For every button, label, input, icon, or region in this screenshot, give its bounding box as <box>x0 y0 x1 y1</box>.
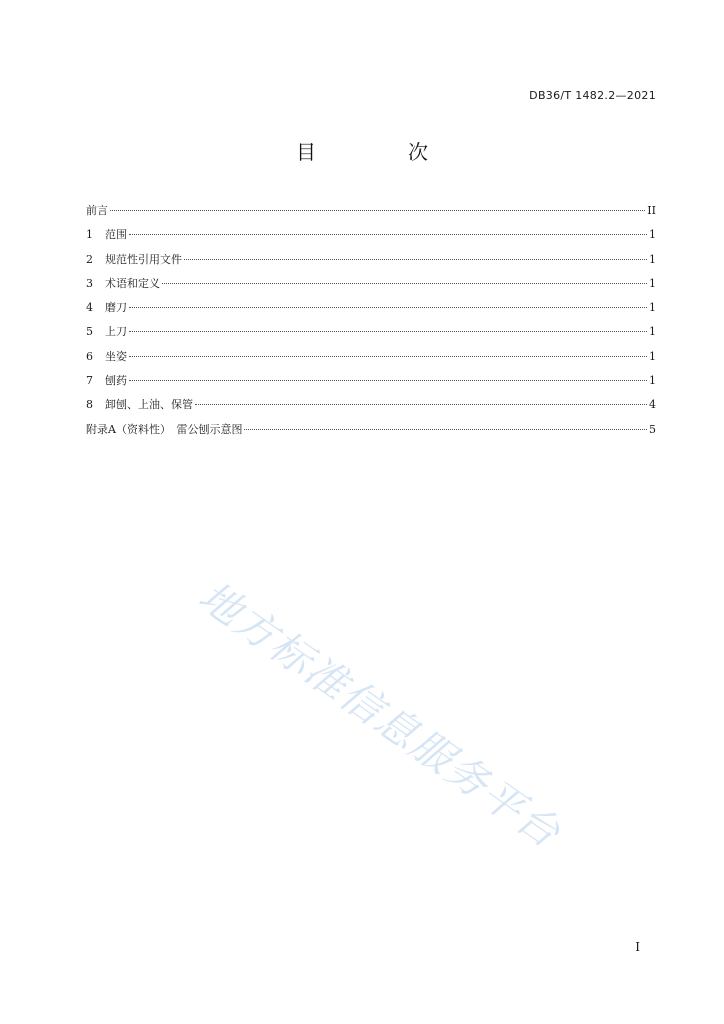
watermark: 地方标准信息服务平台 <box>190 571 570 858</box>
toc-entry-number: 2 <box>86 252 93 266</box>
toc-entry-text: 磨刀 <box>105 301 127 315</box>
toc-entry-text: 上刀 <box>105 325 127 339</box>
document-code: DB36/T 1482.2—2021 <box>529 89 656 102</box>
toc-entry-text: 前言 <box>86 204 108 217</box>
toc-leader-dots <box>129 356 647 357</box>
page-number: I <box>635 940 640 954</box>
toc-entry-number: 7 <box>86 374 93 388</box>
toc-entry-page: 1 <box>649 349 656 363</box>
toc-entry-scope[interactable] <box>86 227 656 251</box>
toc-entry-unloading-oiling-storage[interactable] <box>86 397 656 421</box>
toc-entry-text: 规范性引用文件 <box>105 252 182 266</box>
toc-entry-posture[interactable] <box>86 349 656 373</box>
toc-entry-number: 8 <box>86 398 93 412</box>
table-of-contents <box>86 203 656 446</box>
toc-entry-page: 1 <box>649 301 656 315</box>
toc-entry-number: 5 <box>86 325 93 339</box>
toc-entry-page: 4 <box>649 398 656 412</box>
toc-entry-page: 1 <box>649 228 656 242</box>
toc-leader-dots <box>195 404 647 405</box>
toc-leader-dots <box>184 259 647 260</box>
toc-entry-page: 5 <box>649 422 656 436</box>
toc-entry-page: 1 <box>649 325 656 339</box>
toc-entry-page: II <box>647 204 656 217</box>
toc-entry-text: 附录A（资料性） 雷公刨示意图 <box>86 422 243 436</box>
toc-entry-page: 1 <box>649 252 656 266</box>
toc-entry-text: 刨药 <box>105 374 127 388</box>
toc-entry-text: 坐姿 <box>105 349 127 363</box>
page-title: 目 次 <box>296 140 464 164</box>
toc-leader-dots <box>129 380 647 381</box>
toc-leader-dots <box>162 283 647 284</box>
toc-entry-number: 6 <box>86 349 93 363</box>
toc-entry-mounting-blade[interactable] <box>86 324 656 348</box>
toc-entry-number: 4 <box>86 301 93 315</box>
toc-entry-foreword[interactable] <box>86 203 656 227</box>
toc-entry-planing-herbs[interactable] <box>86 373 656 397</box>
toc-entry-appendix-a[interactable] <box>86 422 656 446</box>
toc-leader-dots <box>129 307 647 308</box>
toc-entry-text: 范围 <box>105 228 127 242</box>
toc-entry-text: 卸刨、上油、保管 <box>105 398 193 412</box>
toc-leader-dots <box>129 331 647 332</box>
toc-entry-normative-references[interactable] <box>86 252 656 276</box>
toc-entry-text: 术语和定义 <box>105 276 160 290</box>
toc-entry-page: 1 <box>649 374 656 388</box>
toc-leader-dots <box>244 429 647 430</box>
toc-entry-sharpening[interactable] <box>86 300 656 324</box>
toc-leader-dots <box>110 210 645 211</box>
toc-entry-number: 3 <box>86 276 93 290</box>
toc-entry-terms-definitions[interactable] <box>86 276 656 300</box>
toc-entry-number: 1 <box>86 228 93 242</box>
toc-leader-dots <box>129 234 647 235</box>
toc-entry-page: 1 <box>649 276 656 290</box>
